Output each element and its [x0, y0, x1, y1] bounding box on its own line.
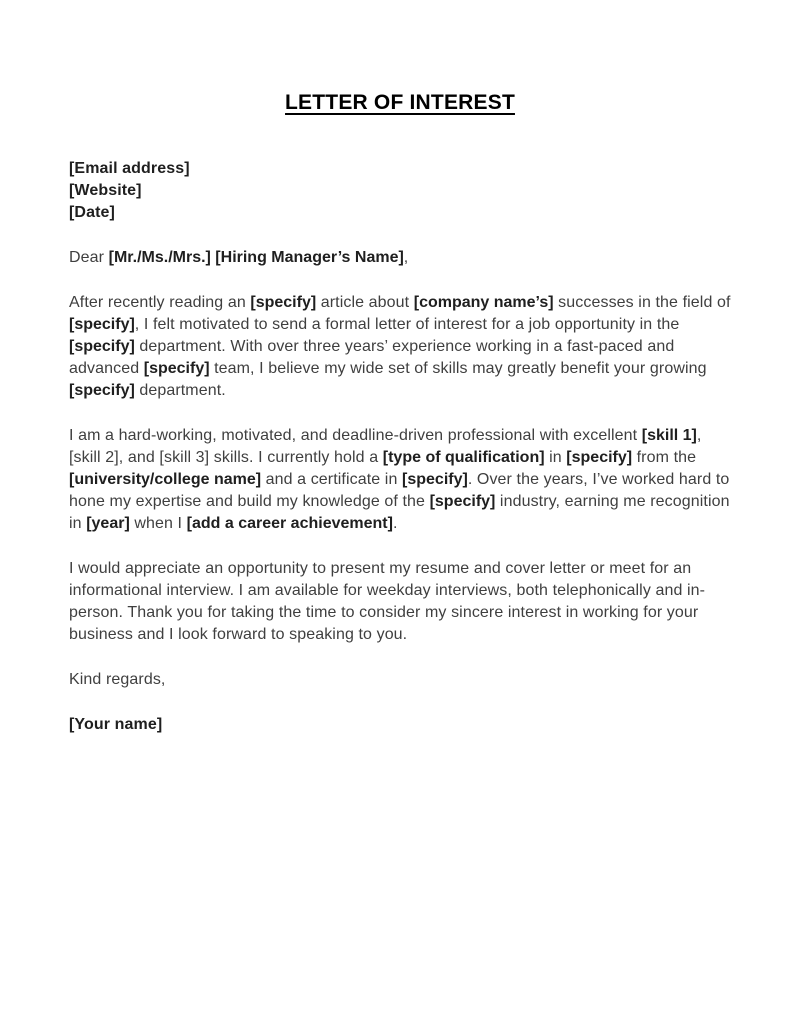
contact-info-block	[69, 158, 731, 224]
paragraph-qualifications: I am a hard-working, motivated, and deadline-driven professional with excellent [skill 1], [skill 2], and [skill 3] skills. I currently hold a [type of qualification] in [specify] from the [university/college name] and a certificate in [specify]. Over the years, I’ve worked hard to hone my expertise and build my knowledge of the [specify] industry, earning me recognition in [year] when I [add a career achievement].	[69, 427, 730, 532]
paragraph-introduction: After recently reading an [specify] article about [company name’s] successes in the field of [specify], I felt motivated to send a formal letter of interest for a job opportunity in the [specify] department. With over three years’ experience working in a fast-paced and advanced [specify] team, I believe my wide set of skills may greatly benefit your growing [specify] department.	[69, 294, 731, 399]
paragraph-call-to-action: I would appreciate an opportunity to present my resume and cover letter or meet for an informational interview. I am available for weekday interviews, both telephonically and in-person. Thank you for taking the time to consider my sincere interest in working for your business and I look forward to speaking to you.	[69, 560, 706, 643]
closing-line: Kind regards,	[69, 671, 166, 688]
signature-name-placeholder: [Your name]	[69, 716, 163, 733]
website-placeholder: [Website]	[69, 182, 142, 199]
letter-title: LETTER OF INTEREST	[285, 91, 515, 114]
date-placeholder: [Date]	[69, 204, 115, 221]
email-address-placeholder: [Email address]	[69, 160, 190, 177]
salutation-line: Dear [Mr./Ms./Mrs.] [Hiring Manager’s Name],	[69, 249, 409, 266]
